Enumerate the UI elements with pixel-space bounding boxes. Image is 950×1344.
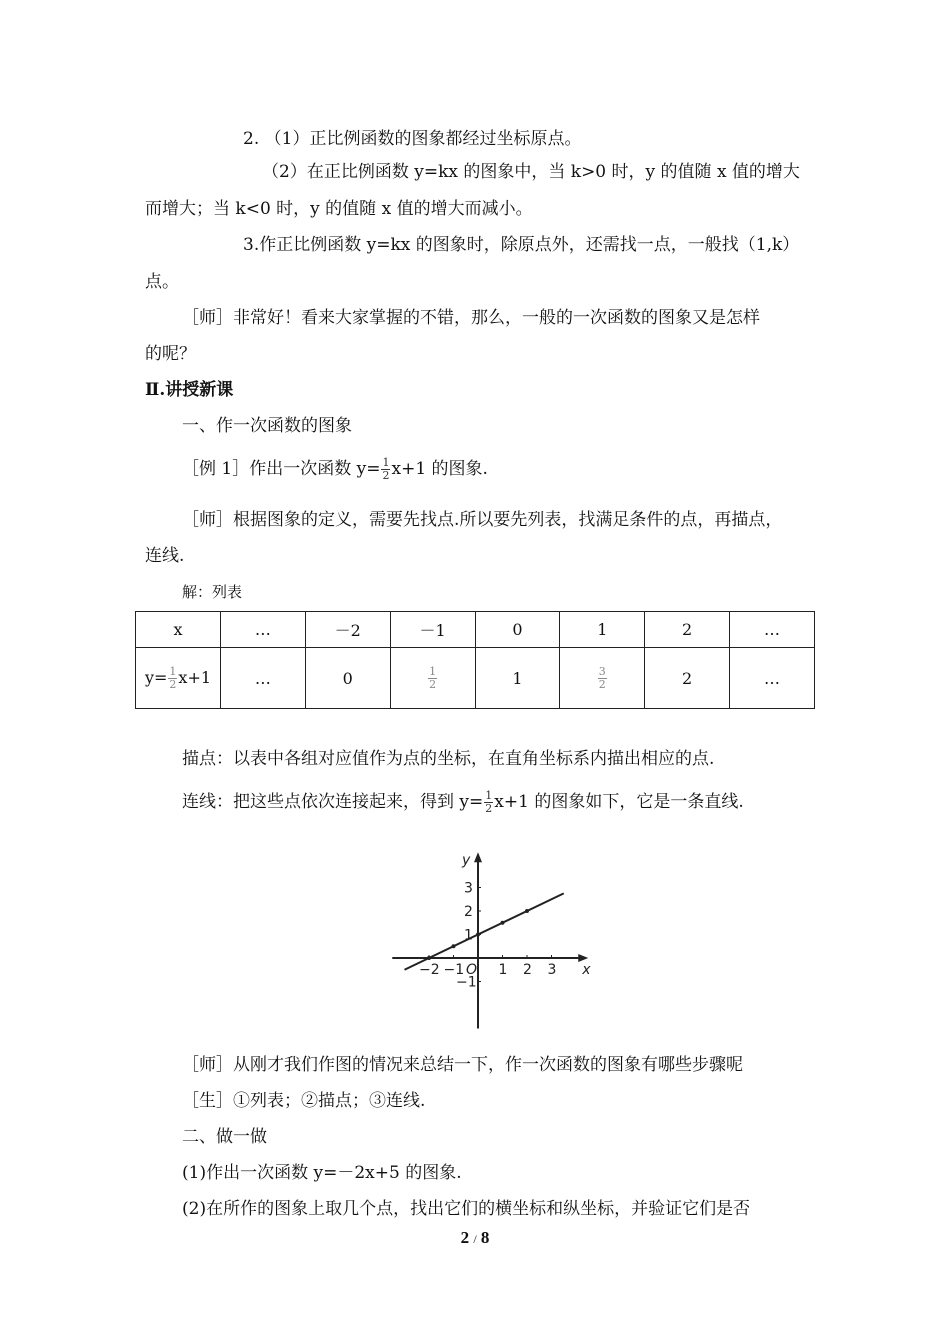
origin-label: O <box>466 962 478 978</box>
x-tick-label: 2 <box>523 962 532 978</box>
table-cell: 2 <box>645 648 730 709</box>
connect-step <box>182 790 744 815</box>
x-tick-label: 1 <box>498 962 508 978</box>
y-tick-label: 1 <box>464 927 473 944</box>
task-2: (2)在所作的图象上取几个点，找出它们的横坐标和纵坐标，并验证它们是否 <box>182 1199 751 1219</box>
subheading-2: 二、做一做 <box>182 1127 267 1147</box>
table-cell <box>390 648 475 709</box>
table-cell: … <box>730 648 815 709</box>
y-tick-label: 3 <box>464 880 473 897</box>
data-point <box>452 944 456 948</box>
y-tick-label: 2 <box>464 904 473 920</box>
text-line-4: 3.作正比例函数 y=kx 的图象时，除原点外，还需找一点，一般找（1,k） <box>243 235 800 255</box>
text-line-10: ［师］根据图象的定义，需要先找点.所以要先列表，找满足条件的点，再描点， <box>182 510 783 530</box>
fraction-denominator: 2 <box>485 802 493 815</box>
table-cell: －1 <box>390 612 475 648</box>
page-separator: / <box>473 1232 477 1246</box>
data-point <box>476 933 480 937</box>
fraction-numerator: 1 <box>382 456 390 469</box>
example-1-post: x+1 的图象. <box>391 459 488 479</box>
y-axis-arrow <box>474 852 482 862</box>
text-line-2: （2）在正比例函数 y=kx 的图象中，当 k>0 时，y 的值随 x 值的增大 <box>262 162 800 182</box>
table-cell: x <box>136 612 221 648</box>
data-point <box>427 956 431 960</box>
data-point <box>525 909 529 913</box>
fraction-half <box>381 457 390 482</box>
fraction-denominator: 2 <box>382 469 390 482</box>
section-heading: Ⅱ.讲授新课 <box>145 380 234 400</box>
solution-label: 解：列表 <box>182 583 243 601</box>
x-axis-label: x <box>582 962 591 978</box>
text-line-7: 的呢？ <box>145 344 196 364</box>
fraction-one-half <box>428 666 437 691</box>
fraction-half <box>484 790 493 815</box>
fraction-denominator: 2 <box>598 677 606 691</box>
y-tick-label: −1 <box>456 974 477 991</box>
subheading-1: 一、作一次函数的图象 <box>182 416 352 436</box>
text-line-6: ［师］非常好！看来大家掌握的不错，那么，一般的一次函数的图象又是怎样 <box>182 308 760 328</box>
student-answer: ［生］①列表；②描点；③连线. <box>182 1091 426 1111</box>
line-graph <box>380 840 600 1035</box>
table-cell: －2 <box>305 612 390 648</box>
fraction-numerator: 3 <box>598 664 606 678</box>
text-line-1: 2. （1）正比例函数的图象都经过坐标原点。 <box>243 129 582 149</box>
table-cell: 1 <box>560 612 645 648</box>
label-pre: y= <box>144 667 168 687</box>
table-cell-label <box>136 648 221 709</box>
value-table <box>135 611 815 709</box>
fraction-numerator: 1 <box>429 664 437 678</box>
text-line-3: 而增大；当 k<0 时，y 的值随 x 值的增大而减小。 <box>145 199 533 219</box>
table-cell: 1 <box>475 648 560 709</box>
fraction-numerator: 1 <box>485 789 493 802</box>
task-1: (1)作出一次函数 y=－2x+5 的图象. <box>182 1163 462 1183</box>
fraction-three-halves <box>598 666 607 691</box>
table-cell: … <box>221 612 306 648</box>
text-line-5: 点。 <box>145 272 179 292</box>
x-tick-label: 3 <box>547 962 557 978</box>
y-axis-label: y <box>462 852 471 869</box>
plot-step: 描点：以表中各组对应值作为点的坐标，在直角坐标系内描出相应的点. <box>182 749 715 769</box>
connect-pre: 连线：把这些点依次连接起来，得到 y= <box>182 792 484 812</box>
page-footer <box>0 1228 950 1248</box>
table-cell: 2 <box>645 612 730 648</box>
text-line-11: 连线. <box>145 546 185 566</box>
fraction-half <box>168 666 177 691</box>
fraction-numerator: 1 <box>169 664 177 678</box>
table-cell: 0 <box>475 612 560 648</box>
x-tick-label: −2 <box>419 962 440 978</box>
table-row <box>136 648 815 709</box>
table-cell <box>560 648 645 709</box>
example-1 <box>182 457 488 482</box>
example-1-pre: ［例 1］作出一次函数 y= <box>182 459 381 479</box>
fraction-denominator: 2 <box>429 677 437 691</box>
table-cell: … <box>730 612 815 648</box>
table-cell: … <box>221 648 306 709</box>
table-cell: 0 <box>305 648 390 709</box>
x-axis-arrow <box>578 954 588 962</box>
page-total: 8 <box>480 1228 490 1247</box>
label-post: x+1 <box>178 667 212 687</box>
data-point <box>501 921 505 925</box>
fraction-denominator: 2 <box>169 677 177 691</box>
teacher-question: ［师］从刚才我们作图的情况来总结一下，作一次函数的图象有哪些步骤呢 <box>182 1055 743 1075</box>
x-tick-label: −1 <box>443 962 465 978</box>
connect-post: x+1 的图象如下，它是一条直线. <box>494 792 744 812</box>
page-number: 2 <box>460 1228 470 1247</box>
table-row <box>136 612 815 648</box>
